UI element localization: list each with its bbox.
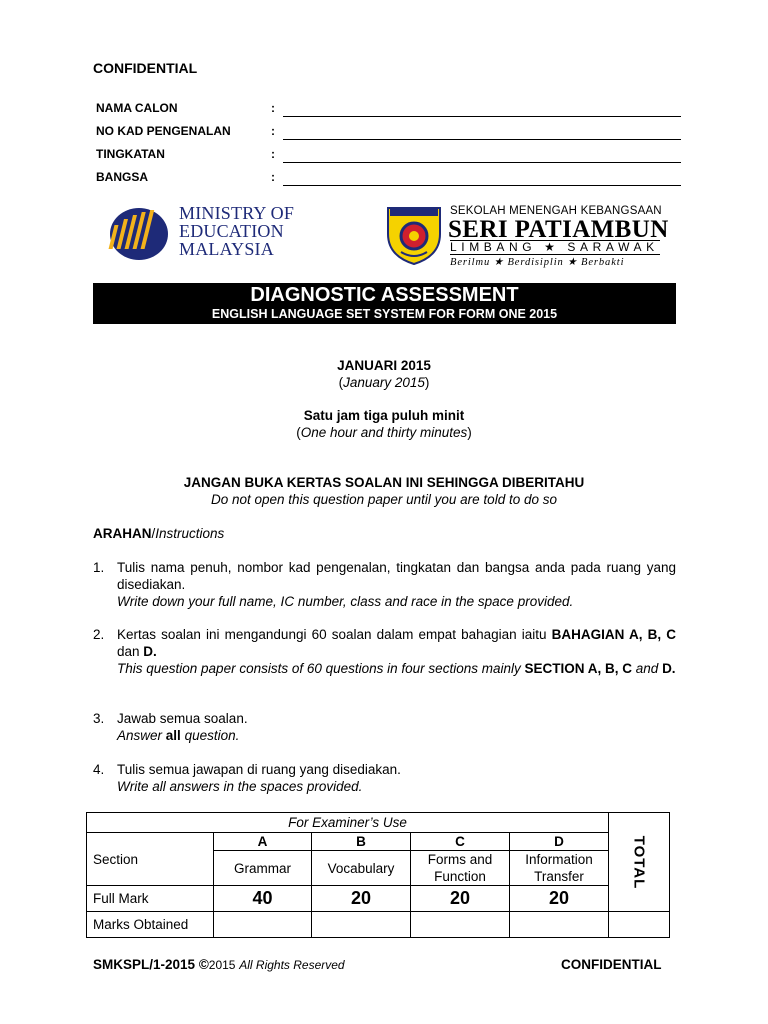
instruction-item-2: 2. Kertas soalan ini mengandungi 60 soalan dalam empat bahagian iaitu BAHAGIAN A, B, C dan D. This question paper consists of 60 questions in four sections mainly SECTION A, B, C and D.	[93, 627, 677, 676]
section-name-d: Information Transfer	[510, 851, 609, 886]
field-label: NAMA CALON	[96, 101, 178, 115]
instruction-item-3: 3. Jawab semua soalan. Answer all question.	[93, 711, 248, 743]
ministry-line-3: MALAYSIA	[179, 239, 274, 259]
examiner-table	[86, 812, 670, 938]
exam-duration-en: (One hour and thirty minutes)	[296, 425, 472, 440]
exam-warning: JANGAN BUKA KERTAS SOALAN INI SEHINGGA DIBERITAHU	[183, 475, 585, 490]
ministry-line-2: EDUCATION	[179, 221, 284, 241]
assessment-subtitle: ENGLISH LANGUAGE SET SYSTEM FOR FORM ONE 2015	[211, 307, 558, 321]
write-in-line[interactable]	[283, 185, 681, 186]
exam-month: JANUARI 2015	[337, 358, 431, 373]
section-letter-a: A	[214, 833, 312, 851]
section-name-c: Forms and Function	[411, 851, 510, 886]
footer-confidential: CONFIDENTIAL	[561, 957, 662, 972]
marks-obtained-a[interactable]	[214, 912, 312, 938]
write-in-line[interactable]	[283, 116, 681, 117]
table-caption: For Examiner’s Use	[87, 813, 609, 833]
ministry-line-1: MINISTRY OF	[179, 203, 295, 223]
exam-duration: Satu jam tiga puluh minit	[303, 408, 465, 423]
ministry-logo	[108, 202, 333, 266]
school-motto: Berilmu ★ Berdisiplin ★ Berbakti	[450, 257, 625, 268]
instructions-heading: ARAHAN/Instructions	[93, 526, 225, 541]
field-label: BANGSA	[96, 170, 149, 184]
total-label: TOTAL	[630, 835, 648, 889]
full-mark-b: 20	[312, 886, 411, 912]
write-in-line[interactable]	[283, 162, 681, 163]
exam-warning-en: Do not open this question paper until you are told to do so	[211, 492, 557, 507]
section-letter-d: D	[510, 833, 609, 851]
title-banner	[93, 283, 676, 324]
marks-obtained-c[interactable]	[411, 912, 510, 938]
write-in-line[interactable]	[283, 139, 681, 140]
section-name-b: Vocabulary	[312, 851, 411, 886]
school-crest-icon	[385, 204, 443, 266]
section-label: Section	[87, 833, 214, 886]
assessment-title: DIAGNOSTIC ASSESSMENT	[250, 284, 519, 306]
section-letter-c: C	[411, 833, 510, 851]
full-mark-label: Full Mark	[87, 886, 214, 912]
confidential-header: CONFIDENTIAL	[93, 60, 198, 76]
school-logo	[385, 202, 675, 268]
instruction-item-4: 4. Tulis semua jawapan di ruang yang disediakan. Write all answers in the spaces provided.	[93, 762, 401, 794]
full-mark-d: 20	[510, 886, 609, 912]
total-cell	[609, 813, 670, 912]
full-mark-c: 20	[411, 886, 510, 912]
copyright-icon: ©	[198, 957, 209, 972]
footer-code: SMKSPL/1-2015 ©2015 All Rights Reserved	[93, 957, 345, 972]
marks-obtained-label: Marks Obtained	[87, 912, 214, 938]
school-name: SERI PATIAMBUN	[448, 216, 669, 243]
marks-obtained-total[interactable]	[609, 912, 670, 938]
ministry-emblem-icon	[108, 203, 170, 265]
school-location: LIMBANG ★ SARAWAK	[450, 240, 659, 254]
marks-obtained-d[interactable]	[510, 912, 609, 938]
school-line-1: SEKOLAH MENENGAH KEBANGSAAN	[450, 205, 662, 217]
field-label: NO KAD PENGENALAN	[96, 124, 231, 138]
section-name-a: Grammar	[214, 851, 312, 886]
marks-obtained-b[interactable]	[312, 912, 411, 938]
exam-month-en: (January 2015)	[338, 375, 430, 390]
full-mark-a: 40	[214, 886, 312, 912]
section-letter-b: B	[312, 833, 411, 851]
field-label: TINGKATAN	[96, 147, 165, 161]
instruction-item-1: 1. Tulis nama penuh, nombor kad pengenalan, tingkatan dan bangsa anda pada ruang yang disediakan. Write down your full name, IC number, class and race in the space provided.	[93, 560, 676, 609]
